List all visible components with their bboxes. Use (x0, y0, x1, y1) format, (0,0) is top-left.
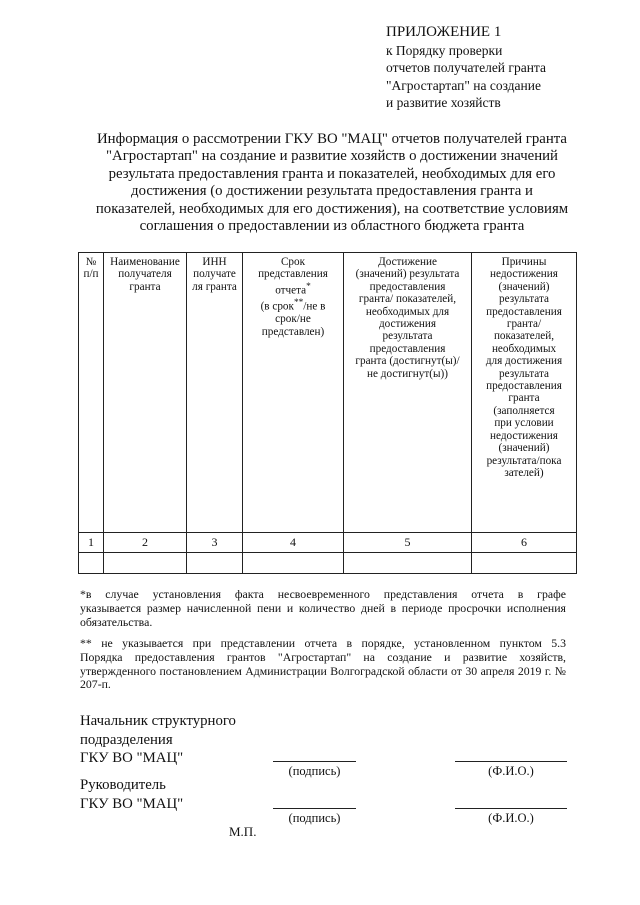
director-signature-line (273, 808, 356, 809)
header-number: № п/п (79, 253, 104, 533)
column-number: 4 (243, 533, 344, 553)
appendix-block (386, 24, 626, 112)
empty-cell (344, 553, 472, 574)
report-table (78, 252, 577, 574)
title-line: соглашения о предоставлении из областного бюджета гранта (139, 218, 525, 235)
head-signature-caption: (подпись) (288, 764, 341, 778)
head-of-division-label: Начальник структурного подразделения ГКУ ВО "МАЦ" (80, 713, 236, 766)
header-recipient-name: Наименование получателя гранта (104, 253, 187, 533)
head-name-line (455, 761, 567, 762)
footnote-on-time-report: ** не указывается при представлении отчета в порядке, установленном пунктом 5.3 Порядка предоставления грантов "Агростартап" на создание и развитие хозяйств, утвержденного постановлением Администрации Волгоградской области от 30 апреля 2019 г. № 207-п. (80, 636, 566, 692)
column-number-row (79, 533, 577, 553)
director-name-line (455, 808, 567, 809)
header-row (79, 253, 577, 533)
director-signature-caption: (подпись) (288, 811, 341, 825)
column-number: 3 (187, 533, 243, 553)
column-number: 1 (79, 533, 104, 553)
empty-cell (472, 553, 577, 574)
empty-data-row (79, 553, 577, 574)
column-number: 6 (472, 533, 577, 553)
title-line: "Агростартап" на создание и развитие хозяйств о достижении значений (106, 148, 558, 165)
document-title (70, 131, 594, 235)
title-line: показателей, необходимых для его достижения), на соответствие условиям (95, 200, 569, 217)
director-label: Руководитель ГКУ ВО "МАЦ" (80, 777, 184, 812)
column-number: 5 (344, 533, 472, 553)
title-line: достижения (о достижении результата предоставления гранта и (131, 183, 533, 200)
empty-cell (187, 553, 243, 574)
footnote-late-report: *в случае установления факта несвоевременного представления отчета в графе указывается размер начисленной пени и количество дней в периоде просрочки исполнения обязательства. (80, 587, 566, 629)
header-report-deadline: Срок представления отчета* (в срок**/не в срок/не представлен) (243, 253, 344, 533)
empty-cell (243, 553, 344, 574)
header-achievement: Достижение (значений) результата предоставления гранта/ показателей, необходимых для достижения результата предоставления гранта (достигнут(ы)/ не достигнут(ы)) (344, 253, 472, 533)
empty-cell (79, 553, 104, 574)
empty-cell (104, 553, 187, 574)
appendix-line: "Агростартап" на создание (386, 77, 541, 93)
title-line: результата предоставления гранта и показателей, необходимых для его (108, 165, 556, 182)
head-signature-line (273, 761, 356, 762)
appendix-line: и развитие хозяйств (386, 95, 501, 110)
stamp-place-label: М.П. (229, 824, 257, 839)
column-number: 2 (104, 533, 187, 553)
head-name-caption: (Ф.И.О.) (488, 764, 534, 778)
appendix-line: отчетов получателей гранта (386, 60, 546, 75)
header-inn: ИНН получате ля гранта (187, 253, 243, 533)
appendix-line: к Порядку проверки (386, 42, 503, 58)
header-reasons: Причины недостижения (значений) результата предоставления гранта/ показателей, необходимых для достижения результата предоставления гранта (заполняется при условии недостижения (значений) результата/пока зателей) (472, 253, 577, 533)
director-name-caption: (Ф.И.О.) (488, 811, 534, 825)
title-line: Информация о рассмотрении ГКУ ВО "МАЦ" отчетов получателей гранта (97, 131, 567, 147)
appendix-heading: ПРИЛОЖЕНИЕ 1 (386, 24, 502, 40)
